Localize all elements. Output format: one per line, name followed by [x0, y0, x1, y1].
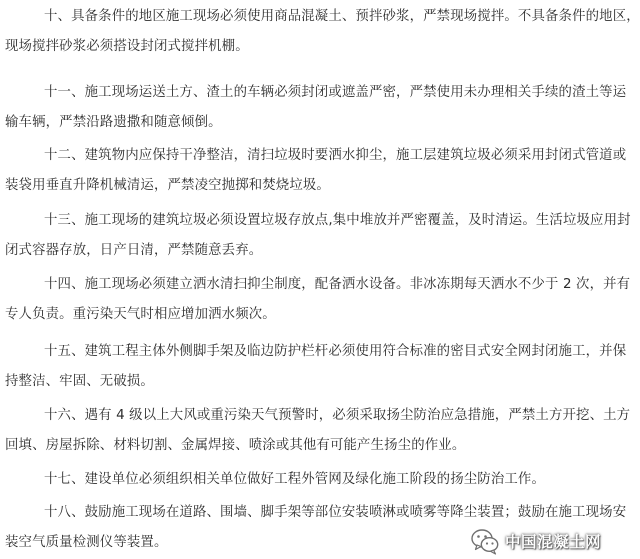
paragraph-line: 十、具备条件的地区施工现场必须使用商品混凝土、预拌砂浆，严禁现场搅拌。不具备条件的地区，	[44, 9, 640, 24]
paragraph-line: 十五、建筑工程主体外侧脚手架及临边防护栏杆必须使用符合标准的密目式安全网封闭施工，并保	[44, 344, 627, 359]
watermark	[470, 526, 601, 556]
paragraph-line: 现场搅拌砂浆必须搭设封闭式搅拌机棚。	[5, 39, 249, 54]
watermark-text: 中国混凝土网	[505, 533, 602, 551]
paragraph-line: 闭式容器存放，日产日清，严禁随意丢弃。	[5, 243, 263, 258]
paragraph-line: 回填、房屋拆除、材料切割、金属焊接、喷涂或其他有可能产生扬尘的作业。	[5, 438, 466, 453]
paragraph-line: 十四、施工现场必须建立洒水清扫抑尘制度，配备洒水设备。非冰冻期每天洒水不少于 2 次，并有	[44, 277, 631, 292]
paragraph-line: 专人负责。重污染天气时相应增加洒水频次。	[5, 307, 276, 322]
paragraph-line: 装袋用垂直升降机械清运，严禁凌空抛掷和焚烧垃圾。	[5, 178, 330, 193]
paragraph-line: 十二、建筑物内应保持干净整洁，清扫垃圾时要洒水抑尘，施工层建筑垃圾必须采用封闭式管道或	[44, 148, 627, 163]
paragraph-line: 十七、建设单位必须组织相关单位做好工程外管网及绿化施工阶段的扬尘防治工作。	[44, 472, 546, 487]
paragraph-line: 持整洁、牢固、无破损。	[5, 374, 154, 389]
paragraph-line: 装空气质量检测仪等装置。	[5, 535, 168, 550]
paragraph-line: 输车辆，严禁沿路遗撒和随意倾倒。	[5, 115, 222, 130]
paragraph-line: 十一、施工现场运送土方、渣土的车辆必须封闭或遮盖严密，严禁使用未办理相关手续的渣土等运	[44, 85, 627, 100]
paragraph-line: 十八、鼓励施工现场在道路、围墙、脚手架等部位安装喷淋或喷雾等降尘装置；鼓励在施工现场安	[44, 505, 627, 520]
wechat-logo-icon	[470, 526, 500, 556]
paragraph-line: 十三、施工现场的建筑垃圾必须设置垃圾存放点,集中堆放并严密覆盖，及时清运。生活垃圾应用封	[44, 213, 631, 228]
paragraph-line: 十六、遇有 4 级以上大风或重污染天气预警时，必须采取扬尘防治应急措施，严禁土方开挖、土方	[44, 408, 631, 423]
